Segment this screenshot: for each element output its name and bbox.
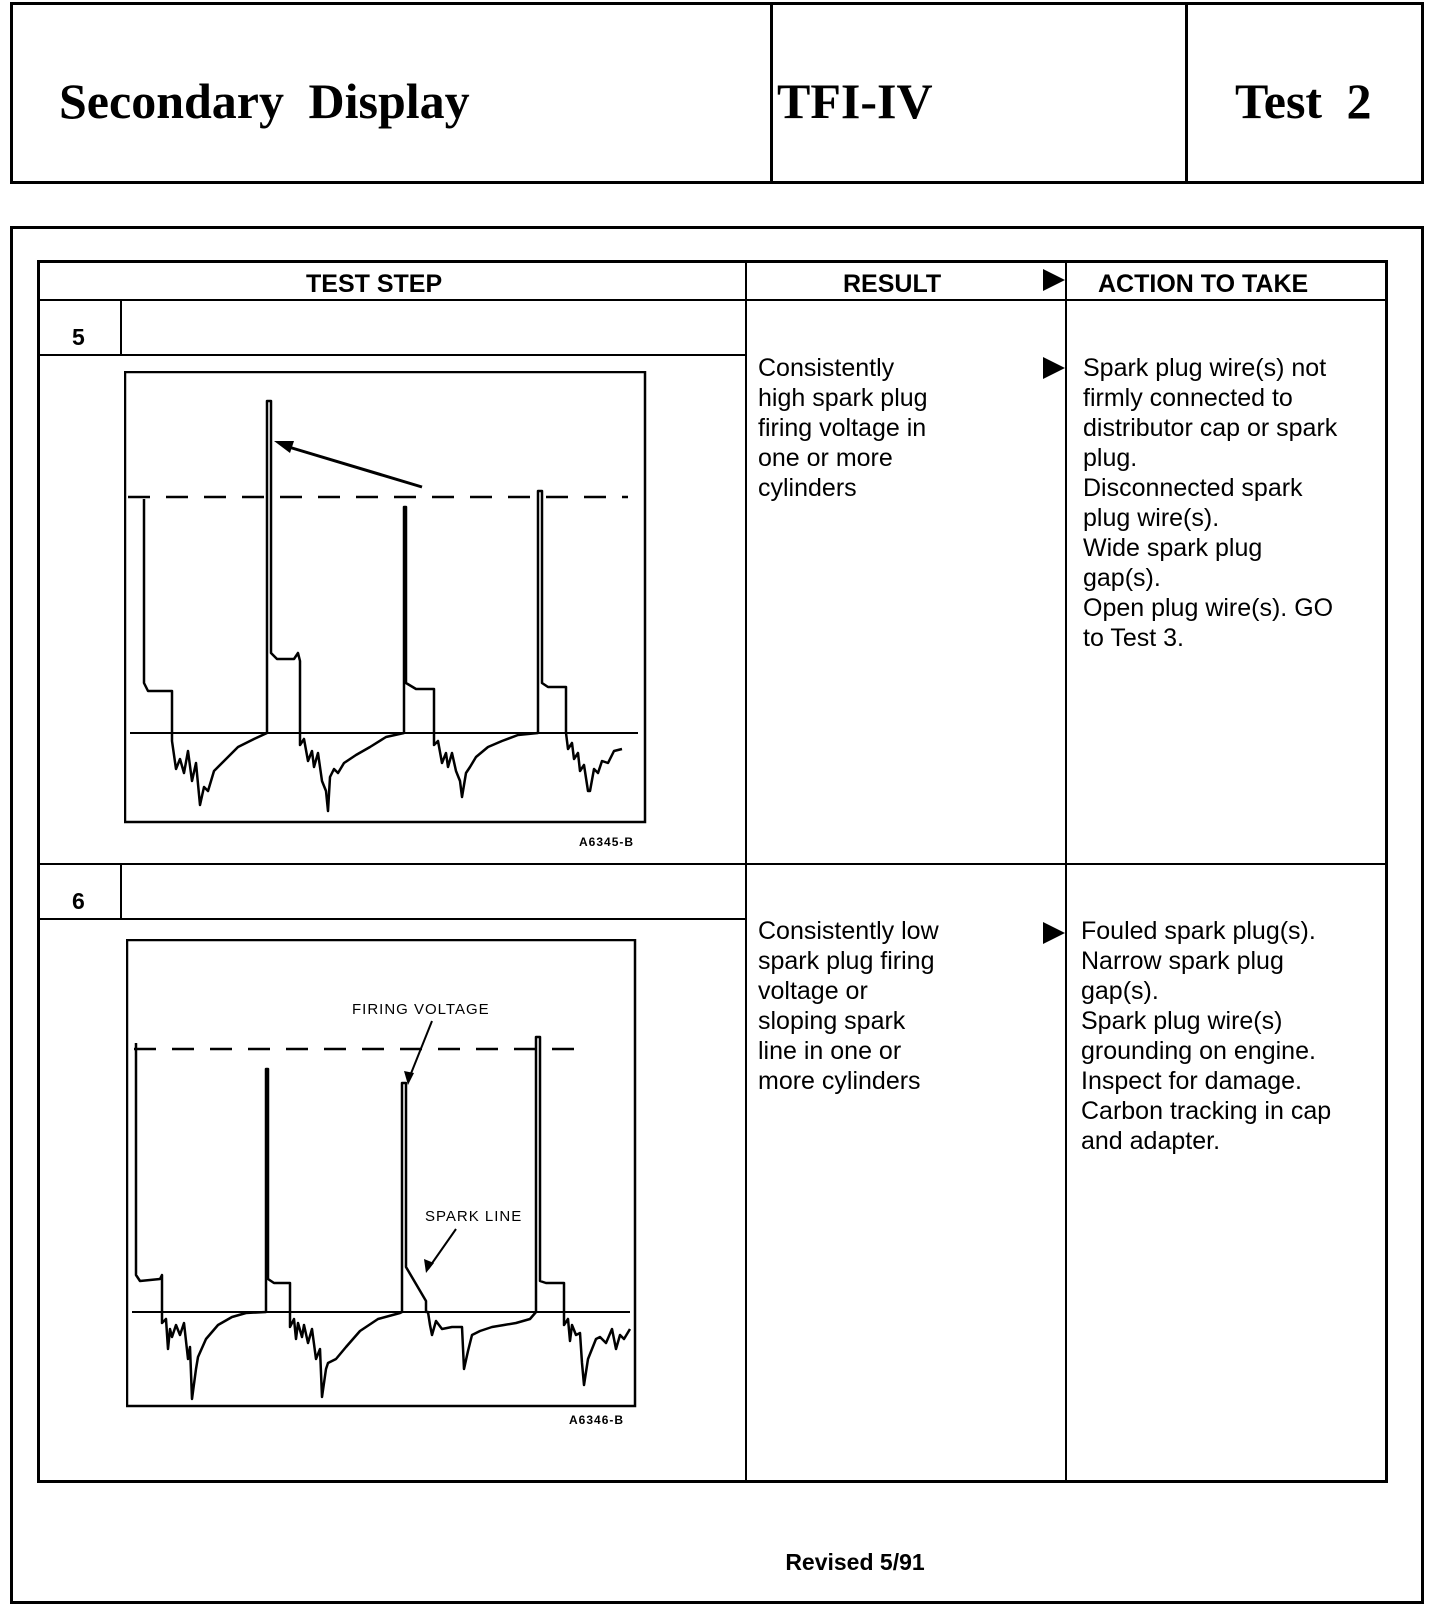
header-divider <box>770 5 773 181</box>
column-header-test-step: TEST STEP <box>306 270 443 298</box>
column-divider <box>745 263 747 1480</box>
arrow-right-icon <box>1043 922 1065 944</box>
system-name: TFI-IV <box>777 73 933 129</box>
action-text: Spark plug wire(s) not firmly connected to distributor cap or spark plug. Disconnected spark plug wire(s). Wide spark plug gap(s). Open plug wire(s). GO to Test 3. <box>1083 354 1338 652</box>
action-text: Fouled spark plug(s). Narrow spark plug gap(s). Spark plug wire(s) grounding on engine. Inspect for damage. Carbon tracking in cap and adapter. <box>1081 917 1332 1155</box>
header-box <box>10 2 1424 184</box>
row-rule <box>40 863 1385 865</box>
page-title: Secondary Display <box>59 73 470 129</box>
step-number: 6 <box>72 888 85 914</box>
step-number-divider <box>120 863 122 918</box>
arrow-right-icon <box>1043 357 1065 379</box>
test-number: Test 2 <box>1235 73 1372 129</box>
firing-voltage-label: FIRING VOLTAGE <box>352 1001 490 1018</box>
column-header-action: ACTION TO TAKE <box>1098 270 1309 298</box>
figure-code: A6346-B <box>569 1413 625 1427</box>
header-divider <box>1185 5 1188 181</box>
result-text: Consistently high spark plug firing voltage in one or more cylinders <box>758 354 928 502</box>
column-divider <box>1065 263 1067 1480</box>
spark-line-label: SPARK LINE <box>425 1208 523 1225</box>
step-rule <box>40 918 745 920</box>
waveform-figure-high-voltage <box>124 371 648 831</box>
figure-code: A6345-B <box>579 835 635 849</box>
step-number-divider <box>120 299 122 354</box>
step-number: 5 <box>72 324 85 350</box>
result-text: Consistently low spark plug firing voltage or sloping spark line in one or more cylinders <box>758 917 939 1095</box>
column-header-result: RESULT <box>843 270 942 298</box>
arrow-right-icon <box>1043 269 1065 291</box>
revision-note: Revised 5/91 <box>785 1549 925 1575</box>
header-rule <box>40 299 1385 301</box>
test-table <box>37 260 1388 1483</box>
step-rule <box>40 354 745 356</box>
